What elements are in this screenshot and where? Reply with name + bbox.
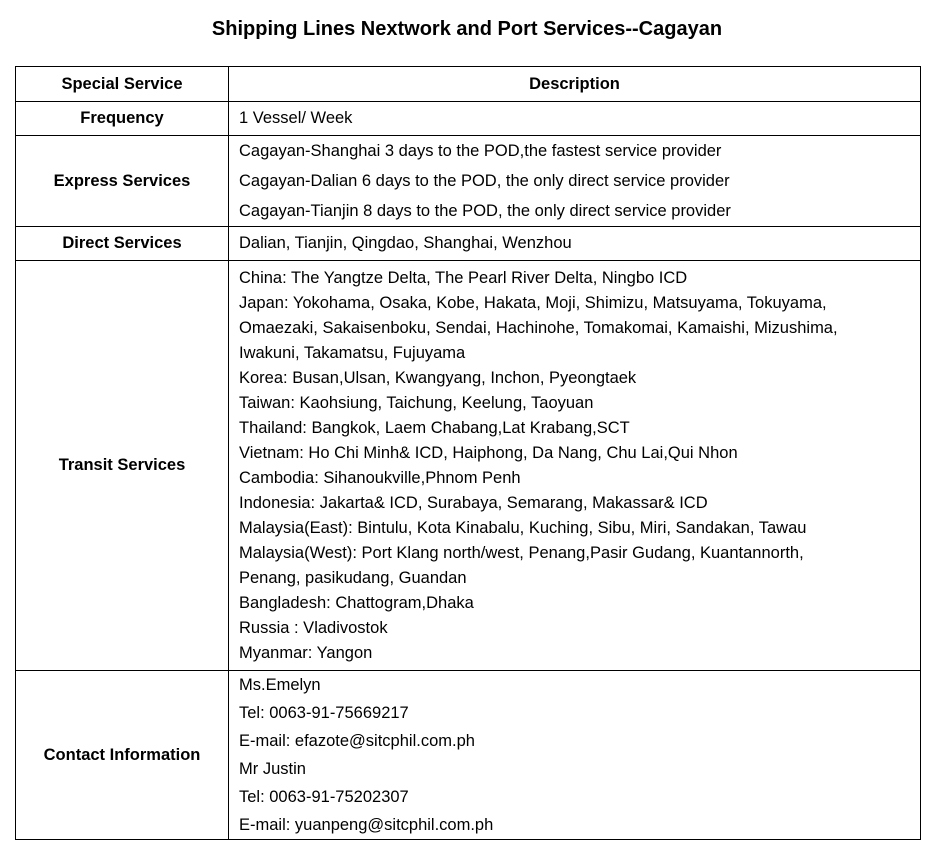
- text-line: Cagayan-Shanghai 3 days to the POD,the fastest service provider: [239, 142, 722, 160]
- text-line: Cagayan-Dalian 6 days to the POD, the only direct service provider: [239, 172, 730, 190]
- direct-value: Dalian, Tianjin, Qingdao, Shanghai, Wenzhou: [229, 227, 921, 261]
- text-line: Malaysia(West): Port Klang north/west, Penang,Pasir Gudang, Kuantannorth,: [239, 543, 804, 562]
- text-line: Tel: 0063-91-75202307: [239, 788, 409, 806]
- text-line: Indonesia: Jakarta& ICD, Surabaya, Semarang, Makassar& ICD: [239, 493, 708, 512]
- text-line: Cagayan-Tianjin 8 days to the POD, the only direct service provider: [239, 202, 731, 220]
- row-express: [16, 136, 921, 227]
- text-line: Mr Justin: [239, 760, 306, 778]
- text-line: E-mail: yuanpeng@sitcphil.com.ph: [239, 816, 494, 834]
- express-value: [229, 136, 921, 227]
- contact-value: [229, 671, 921, 840]
- frequency-label: Frequency: [16, 102, 229, 136]
- row-direct: [16, 227, 921, 261]
- row-transit: [16, 261, 921, 671]
- express-label: Express Services: [16, 136, 229, 227]
- text-line: Penang, pasikudang, Guandan: [239, 568, 467, 587]
- transit-value: [229, 261, 921, 671]
- text-line: Tel: 0063-91-75669217: [239, 704, 409, 722]
- header-description: Description: [229, 67, 921, 102]
- text-line: Iwakuni, Takamatsu, Fujuyama: [239, 343, 466, 362]
- text-line: Japan: Yokohama, Osaka, Kobe, Hakata, Moji, Shimizu, Matsuyama, Tokuyama,: [239, 293, 827, 312]
- text-line: Taiwan: Kaohsiung, Taichung, Keelung, Taoyuan: [239, 393, 594, 412]
- text-line: Russia : Vladivostok: [239, 618, 388, 637]
- text-line: China: The Yangtze Delta, The Pearl River Delta, Ningbo ICD: [239, 268, 688, 287]
- text-line: Malaysia(East): Bintulu, Kota Kinabalu, Kuching, Sibu, Miri, Sandakan, Tawau: [239, 518, 807, 537]
- text-line: Korea: Busan,Ulsan, Kwangyang, Inchon, Pyeongtaek: [239, 368, 637, 387]
- text-line: Omaezaki, Sakaisenboku, Sendai, Hachinohe, Tomakomai, Kamaishi, Mizushima,: [239, 318, 838, 337]
- text-line: Ms.Emelyn: [239, 676, 321, 694]
- header-special-service: Special Service: [16, 67, 229, 102]
- text-line: E-mail: efazote@sitcphil.com.ph: [239, 732, 475, 750]
- text-line: Cambodia: Sihanoukville,Phnom Penh: [239, 468, 521, 487]
- row-contact: [16, 671, 921, 840]
- document-title: Shipping Lines Nextwork and Port Services--Cagayan: [211, 18, 723, 40]
- services-table: [15, 66, 921, 840]
- contact-label: Contact Information: [16, 671, 229, 840]
- text-line: Thailand: Bangkok, Laem Chabang,Lat Krabang,SCT: [239, 418, 630, 437]
- text-line: Myanmar: Yangon: [239, 643, 373, 662]
- text-line: Vietnam: Ho Chi Minh& ICD, Haiphong, Da Nang, Chu Lai,Qui Nhon: [239, 443, 738, 462]
- direct-label: Direct Services: [16, 227, 229, 261]
- frequency-value: 1 Vessel/ Week: [229, 102, 921, 136]
- text-line: Bangladesh: Chattogram,Dhaka: [239, 593, 474, 612]
- row-frequency: [16, 102, 921, 136]
- transit-label: Transit Services: [16, 261, 229, 671]
- header-row: [16, 67, 921, 102]
